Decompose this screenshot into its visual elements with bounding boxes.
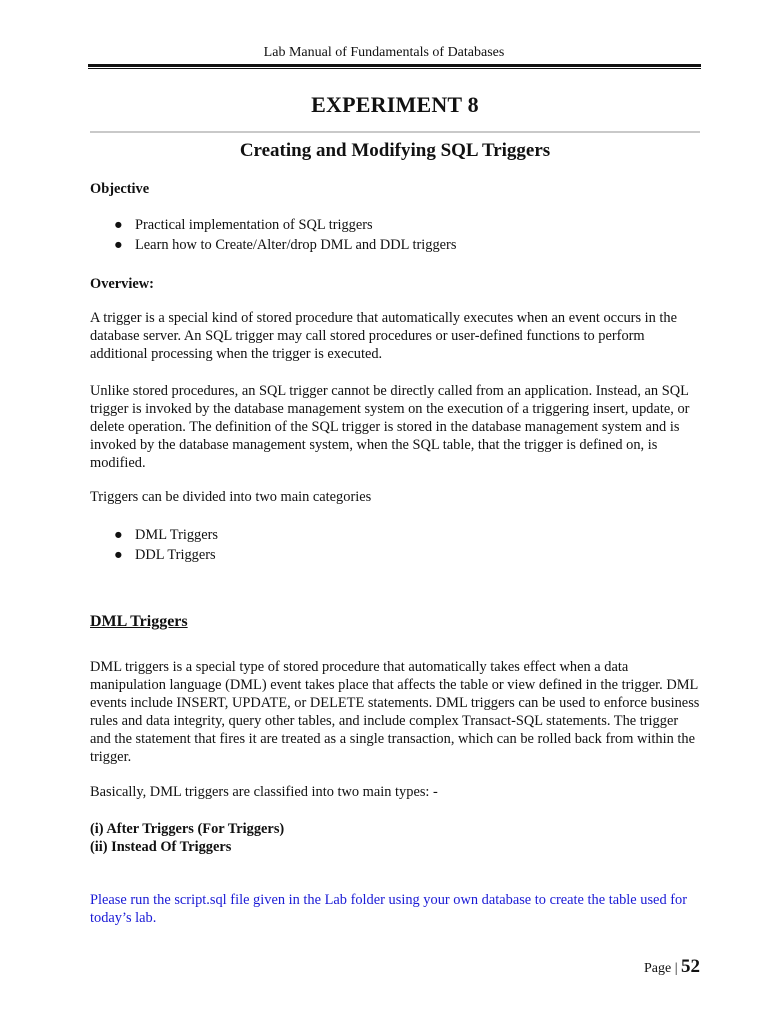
dml-type-1: (i) After Triggers (For Triggers) <box>90 821 285 837</box>
objective-item-text: Learn how to Create/Alter/drop DML and DDL triggers <box>135 236 457 253</box>
header-rule <box>88 64 701 69</box>
overview-heading: Overview: <box>90 276 154 292</box>
experiment-subtitle: Creating and Modifying SQL Triggers <box>239 140 551 161</box>
category-item-text: DDL Triggers <box>135 546 216 563</box>
page-separator: | <box>674 961 678 976</box>
overview-paragraph-1: A trigger is a special kind of stored procedure that automatically executes when an event occurs in the database server. An SQL trigger may call stored procedures or user-defined functions to perform additional processing when the trigger is executed. <box>90 310 678 362</box>
dml-paragraph-1: DML triggers is a special type of stored procedure that automatically takes effect when a data manipulation language (DML) event takes place that affects the table or view defined in the trigger. DML events include INSERT, UPDATE, or DELETE statements. DML triggers can be used to enforce business rules and data integrity, query other tables, and include complex Transact-SQL statements. The trigger and the statement that fires it are treated as a single transaction, which can be rolled back from within the trigger. <box>90 659 700 765</box>
objective-heading: Objective <box>90 181 150 197</box>
category-list <box>90 526 700 565</box>
list-item <box>90 236 700 256</box>
list-item <box>90 216 700 236</box>
page-footer <box>644 956 700 978</box>
list-item <box>90 526 700 546</box>
bullet-icon: ● <box>114 236 123 253</box>
page-number: 52 <box>681 956 700 977</box>
list-item <box>90 546 700 566</box>
bullet-icon: ● <box>114 217 123 233</box>
objective-item-text: Practical implementation of SQL triggers <box>135 217 373 233</box>
page-label: Page <box>643 961 672 976</box>
experiment-title: EXPERIMENT 8 <box>311 92 479 117</box>
title-rule <box>90 131 700 133</box>
dml-heading: DML Triggers <box>90 613 188 630</box>
dml-type-2: (ii) Instead Of Triggers <box>90 839 232 855</box>
overview-paragraph-2: Unlike stored procedures, an SQL trigger cannot be directly called from an application. Instead, an SQL trigger is invoked by the database management system on the execution of a triggering insert, update, or delete operation. The definition of the SQL trigger is stored in the database management system and is invoked by the database management system, when the SQL table, that the trigger is defined on, is modified. <box>90 383 690 471</box>
bullet-icon: ● <box>114 546 123 563</box>
dml-paragraph-2: Basically, DML triggers are classified into two main types: - <box>90 784 438 800</box>
category-item-text: DML Triggers <box>135 527 219 543</box>
objective-list <box>90 216 700 255</box>
lab-note: Please run the script.sql file given in the Lab folder using your own database to create the table used for today’s lab. <box>90 892 688 926</box>
bullet-icon: ● <box>114 527 123 543</box>
overview-paragraph-3: Triggers can be divided into two main categories <box>90 489 372 505</box>
running-header: Lab Manual of Fundamentals of Databases <box>263 45 505 60</box>
